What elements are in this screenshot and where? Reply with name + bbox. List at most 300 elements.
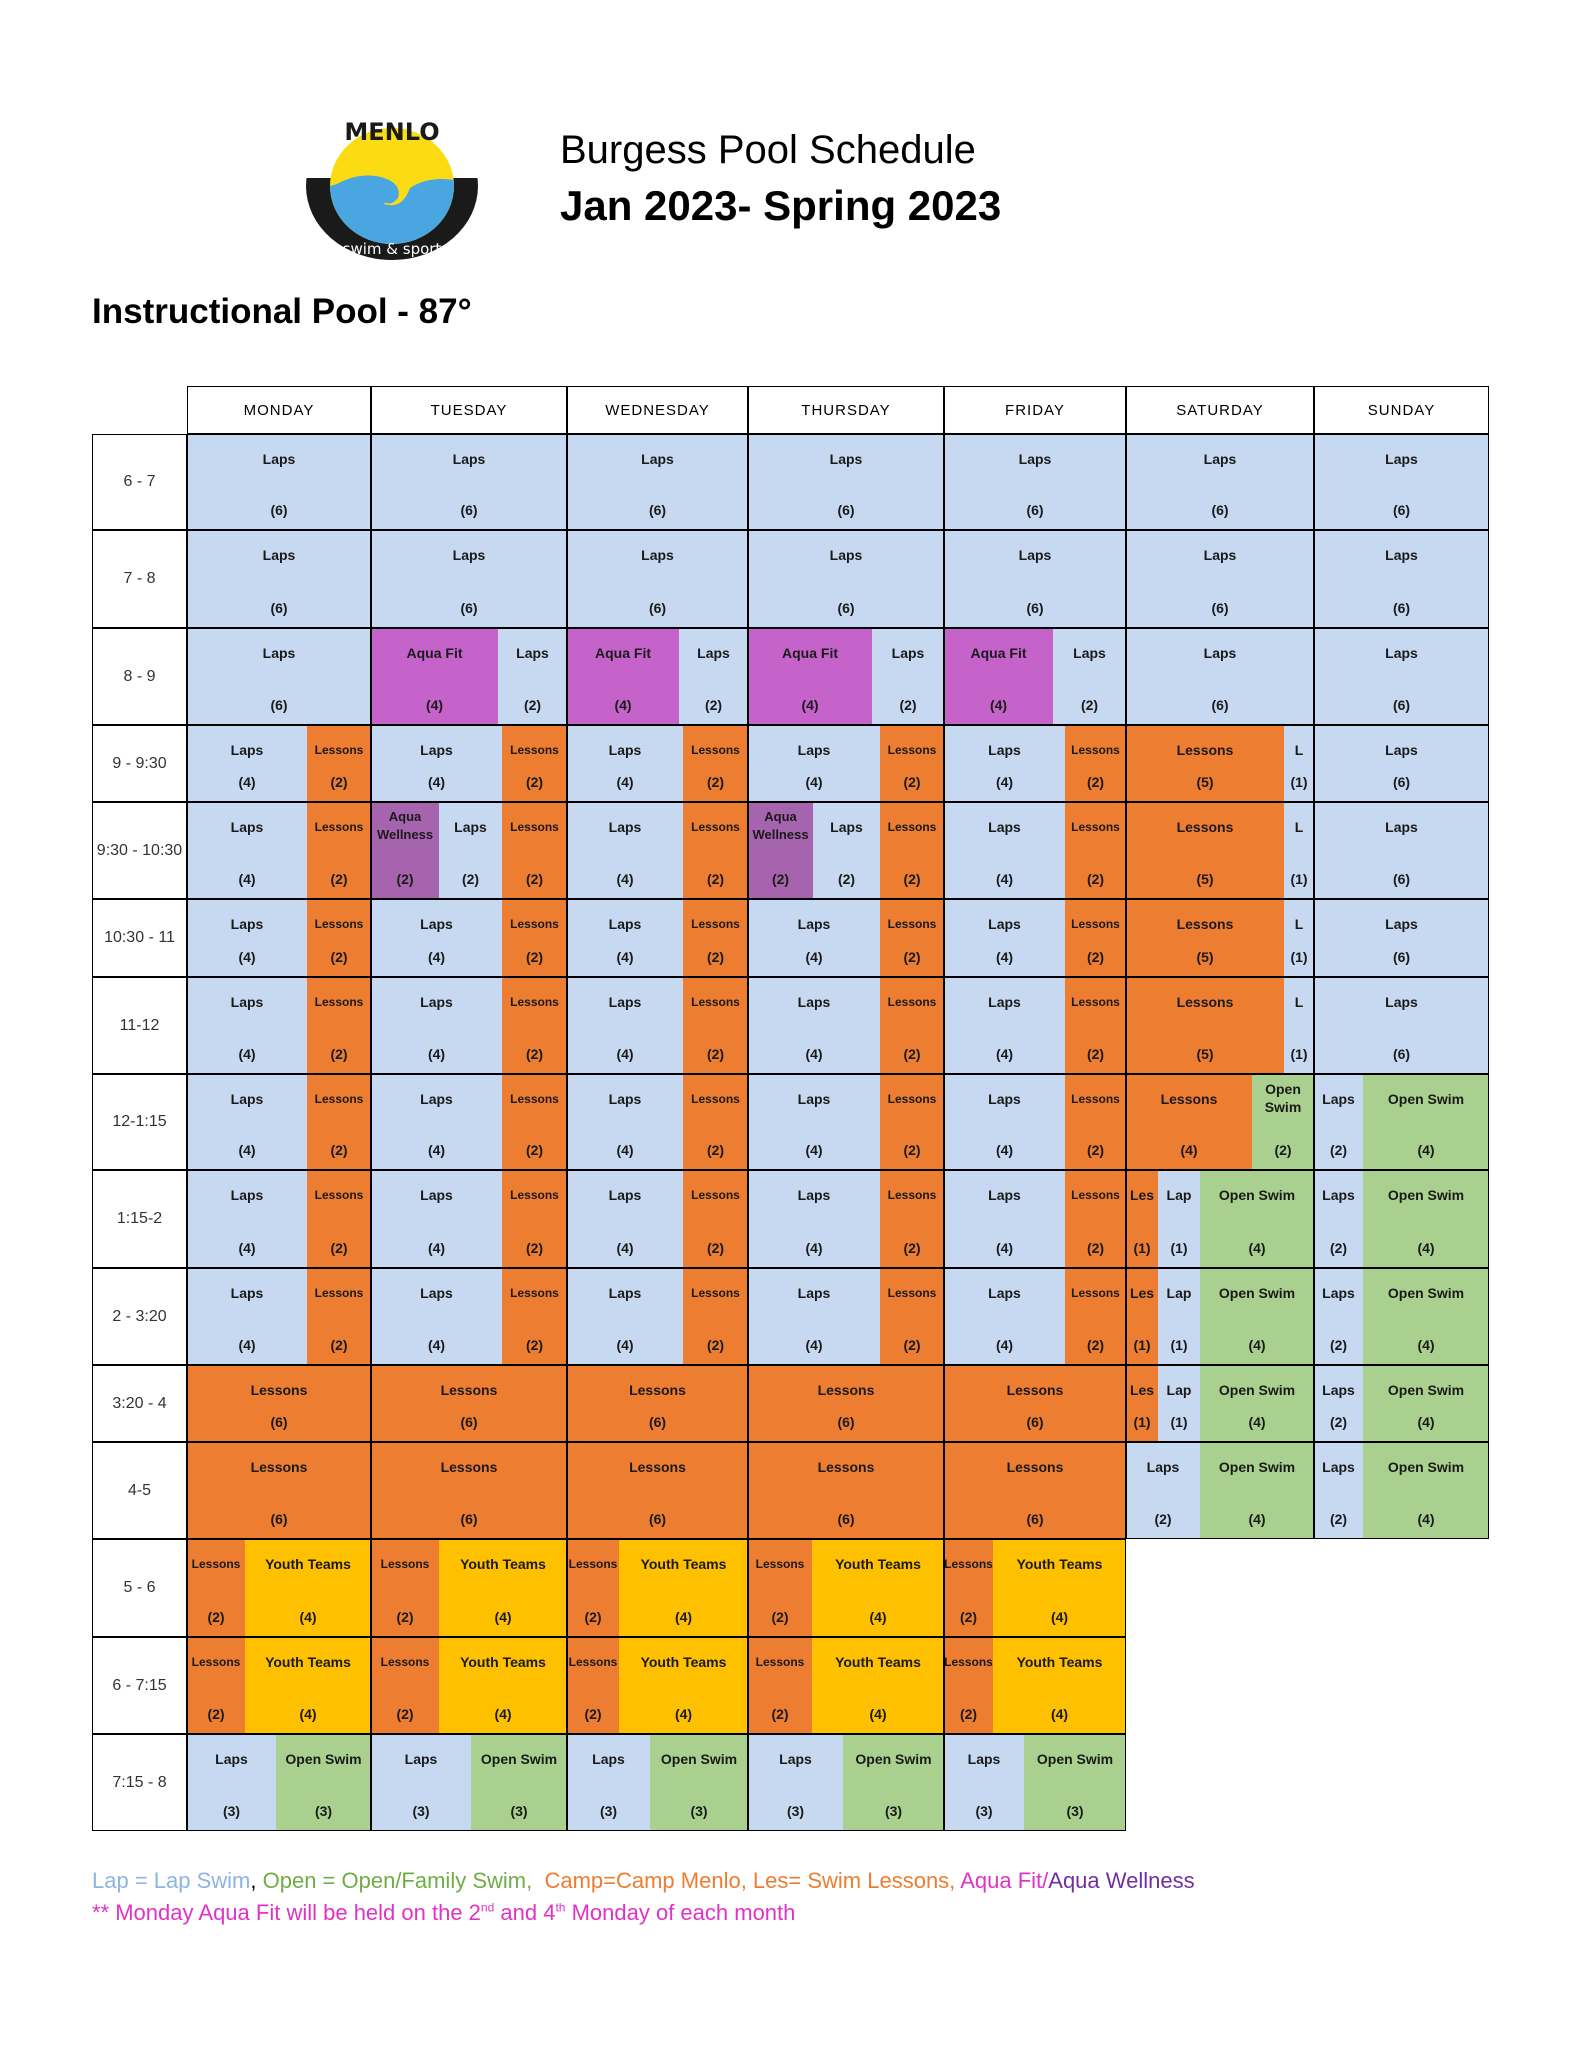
day-header-friday: FRIDAY [944, 386, 1126, 434]
activity-name: Laps [1322, 1091, 1355, 1107]
time-slot-label: 8 - 9 [92, 628, 187, 725]
activity-name: Laps [262, 451, 296, 467]
activity-name: Lessons [691, 820, 740, 834]
lane-count: (2) [903, 1142, 921, 1158]
activity-name: Laps [1385, 451, 1418, 467]
activity-name: Aqua Fit [406, 645, 463, 661]
activity-block-lessons [683, 1170, 748, 1268]
activity-name: L [1294, 916, 1304, 932]
lane-count: (4) [238, 774, 256, 790]
activity-block-laps [748, 1074, 880, 1170]
activity-block-lessons [1126, 977, 1284, 1074]
activity-block-laps [567, 434, 748, 530]
activity-name: Lessons [691, 1286, 740, 1300]
activity-name: Laps [1385, 645, 1418, 661]
activity-block-laps [1314, 977, 1489, 1074]
lane-count: (6) [460, 600, 478, 616]
activity-block-lessons [502, 1268, 567, 1365]
lane-count: (6) [1026, 1414, 1044, 1430]
lane-count: (6) [1392, 774, 1411, 790]
activity-name: Laps [230, 819, 264, 835]
activity-name: Lessons [510, 917, 559, 931]
activity-name: Youth Teams [835, 1654, 921, 1670]
activity-block-lessons [1065, 1268, 1126, 1365]
lane-count: (4) [1417, 1414, 1435, 1430]
activity-name: L [1294, 994, 1304, 1010]
activity-block-lessons [880, 1074, 944, 1170]
activity-block-laps [371, 434, 567, 530]
time-slot-label: 9 - 9:30 [92, 725, 187, 802]
activity-name: Open Swim [1387, 1382, 1465, 1398]
activity-name: Laps [1385, 547, 1418, 563]
activity-block-laps [371, 1734, 471, 1831]
activity-block-laps [1126, 628, 1314, 725]
lane-count: (2) [330, 1240, 348, 1256]
time-slot-label: 11-12 [92, 977, 187, 1074]
activity-name: Youth Teams [265, 1654, 351, 1670]
activity-block-laps [748, 725, 880, 802]
activity-block-lessons [567, 1365, 748, 1442]
lane-count: (4) [1417, 1511, 1435, 1527]
activity-block-open [1024, 1734, 1126, 1831]
activity-block-laps [498, 628, 567, 725]
activity-name: Lessons [691, 917, 740, 931]
activity-block-lessons [567, 1539, 619, 1637]
activity-name: Youth Teams [460, 1654, 546, 1670]
activity-block-lessons [371, 1637, 439, 1734]
activity-block-laps [748, 434, 944, 530]
lane-count: (4) [427, 1046, 446, 1062]
lane-count: (2) [706, 1142, 725, 1158]
activity-name: Les [1129, 1187, 1155, 1203]
lane-count: (2) [330, 949, 348, 965]
lane-count: (1) [1290, 871, 1308, 887]
lane-count: (6) [1392, 1046, 1411, 1062]
activity-name: Laps [454, 819, 487, 835]
activity-block-open [843, 1734, 944, 1831]
activity-name: Laps [230, 994, 264, 1010]
activity-block-lessons [187, 1539, 245, 1637]
activity-block-youth [993, 1637, 1126, 1734]
activity-name: Laps [797, 742, 831, 758]
activity-name: Laps [891, 645, 925, 661]
lane-count: (6) [1392, 502, 1411, 518]
activity-block-open [1363, 1170, 1489, 1268]
activity-name: Open Swim [480, 1751, 558, 1767]
activity-block-laps [1053, 628, 1126, 725]
time-slot-label: 9:30 - 10:30 [92, 802, 187, 899]
lane-count: (5) [1196, 871, 1214, 887]
lane-count: (5) [1196, 949, 1214, 965]
activity-name: Lessons [250, 1459, 308, 1475]
lane-count: (6) [1026, 600, 1044, 616]
activity-block-wellness [371, 802, 439, 899]
time-slot-label: 6 - 7 [92, 434, 187, 530]
activity-name: Laps [1322, 1459, 1355, 1475]
activity-block-laps [1314, 899, 1489, 977]
activity-block-lessons [1065, 1170, 1126, 1268]
lane-count: (4) [616, 1046, 634, 1062]
activity-name: Aqua Wellness [376, 809, 434, 842]
activity-block-lessons [880, 1170, 944, 1268]
activity-name: Lessons [1071, 743, 1120, 757]
lane-count: (2) [903, 949, 921, 965]
lane-count: (2) [1086, 871, 1105, 887]
lane-count: (3) [884, 1803, 903, 1819]
activity-block-laps [567, 725, 683, 802]
activity-name: Lessons [1071, 1188, 1120, 1202]
activity-block-laps [567, 1268, 683, 1365]
activity-name: Lessons [629, 1382, 686, 1398]
lane-count: (2) [525, 1046, 544, 1062]
activity-block-open [276, 1734, 371, 1831]
activity-name: Youth Teams [640, 1654, 727, 1670]
activity-name: Laps [262, 645, 296, 661]
activity-block-lessons [307, 1268, 371, 1365]
day-header-wednesday: WEDNESDAY [567, 386, 748, 434]
legend-open: Open = Open/Family Swim, [262, 1868, 533, 1893]
activity-block-laps [187, 1074, 307, 1170]
activity-block-lessons [1065, 1074, 1126, 1170]
note-text: Monday of each month [565, 1900, 796, 1925]
activity-name: Laps [641, 547, 674, 563]
lane-count: (2) [396, 1609, 414, 1625]
activity-block-laps [1314, 1074, 1363, 1170]
activity-name: Laps [452, 451, 486, 467]
activity-name: Open Swim [1218, 1382, 1296, 1398]
activity-block-laps [1314, 1442, 1363, 1539]
activity-block-lessons [1065, 899, 1126, 977]
lane-count: (6) [837, 1414, 855, 1430]
activity-block-laps [944, 530, 1126, 628]
lane-count: (4) [1248, 1337, 1266, 1353]
activity-block-open [650, 1734, 748, 1831]
lane-count: (4) [805, 1337, 823, 1353]
lane-count: (4) [805, 774, 823, 790]
activity-name: Laps [608, 1285, 642, 1301]
lane-count: (2) [1329, 1414, 1348, 1430]
activity-name: Lessons [250, 1382, 308, 1398]
activity-block-laps [1314, 530, 1489, 628]
lane-count: (4) [869, 1706, 887, 1722]
lane-count: (4) [614, 697, 632, 713]
activity-name: Laps [829, 451, 863, 467]
lane-count: (6) [1392, 600, 1411, 616]
activity-name: Laps [262, 547, 296, 563]
lane-count: (6) [648, 502, 667, 518]
activity-block-laps [944, 899, 1065, 977]
activity-block-lessons [502, 899, 567, 977]
lane-count: (4) [1180, 1142, 1198, 1158]
lane-count: (4) [494, 1609, 512, 1625]
activity-name: Youth Teams [265, 1556, 351, 1572]
activity-block-open [1363, 1442, 1489, 1539]
activity-block-open [1200, 1170, 1314, 1268]
activity-name: Laps [1385, 916, 1418, 932]
activity-block-laps [748, 530, 944, 628]
activity-block-laps [439, 802, 502, 899]
activity-block-lessons [371, 1442, 567, 1539]
time-slot-label: 2 - 3:20 [92, 1268, 187, 1365]
lane-count: (4) [1417, 1337, 1435, 1353]
activity-block-lessons [880, 899, 944, 977]
activity-block-open [471, 1734, 567, 1831]
time-slot-label: 12-1:15 [92, 1074, 187, 1170]
lane-count: (3) [222, 1803, 241, 1819]
activity-block-laps [944, 1268, 1065, 1365]
lane-count: (4) [805, 949, 823, 965]
lane-count: (2) [330, 1046, 348, 1062]
activity-name: Laps [420, 1285, 453, 1301]
activity-block-lessons [683, 899, 748, 977]
activity-block-laps [1314, 1365, 1363, 1442]
activity-block-laps [1158, 1365, 1200, 1442]
activity-name: Laps [230, 1285, 264, 1301]
activity-name: Lessons [887, 743, 937, 757]
activity-block-aquafit [371, 628, 498, 725]
activity-block-lessons [1126, 725, 1284, 802]
lane-count: (2) [525, 1337, 544, 1353]
lane-count: (2) [525, 774, 544, 790]
lane-count: (2) [330, 871, 348, 887]
time-slot-label: 4-5 [92, 1442, 187, 1539]
activity-block-lessons [307, 1074, 371, 1170]
lane-count: (4) [427, 949, 446, 965]
activity-block-laps [748, 977, 880, 1074]
lane-count: (2) [771, 1609, 789, 1625]
time-slot-label: 7:15 - 8 [92, 1734, 187, 1831]
lane-count: (4) [238, 1046, 256, 1062]
activity-name: Laps [779, 1751, 812, 1767]
activity-name: Youth Teams [460, 1556, 546, 1572]
activity-name: Laps [230, 1091, 264, 1107]
activity-block-laps [944, 802, 1065, 899]
lane-count: (2) [525, 871, 544, 887]
lane-count: (2) [771, 871, 790, 887]
activity-block-laps [1314, 1268, 1363, 1365]
activity-block-youth [619, 1539, 748, 1637]
lane-count: (4) [616, 1240, 634, 1256]
activity-name: Lessons [1071, 1092, 1120, 1106]
activity-name: Laps [608, 742, 642, 758]
lane-count: (5) [1196, 774, 1214, 790]
activity-block-lessons [1126, 1268, 1158, 1365]
lane-count: (2) [525, 1240, 544, 1256]
page-title: Burgess Pool Schedule [560, 128, 976, 172]
activity-block-laps [567, 1734, 650, 1831]
lane-count: (2) [903, 1046, 921, 1062]
activity-block-lessons [567, 1637, 619, 1734]
activity-block-lessons [307, 899, 371, 977]
lane-count: (6) [270, 600, 288, 616]
lane-count: (1) [1170, 1414, 1188, 1430]
lane-count: (4) [616, 1142, 634, 1158]
lane-count: (2) [706, 1046, 725, 1062]
activity-name: Lessons [380, 1557, 430, 1571]
activity-block-lessons [748, 1539, 812, 1637]
lane-count: (2) [207, 1609, 225, 1625]
lane-count: (1) [1170, 1337, 1188, 1353]
activity-name: Lessons [691, 1092, 740, 1106]
activity-block-open [1200, 1442, 1314, 1539]
lane-count: (6) [460, 1414, 478, 1430]
lane-count: (4) [616, 774, 634, 790]
activity-name: Open Swim [1387, 1459, 1465, 1475]
lane-count: (2) [396, 1706, 414, 1722]
activity-name: Youth Teams [1016, 1556, 1103, 1572]
lane-count: (6) [837, 1511, 855, 1527]
lane-count: (4) [616, 1337, 634, 1353]
activity-block-lessons [187, 1637, 245, 1734]
activity-name: Lessons [510, 995, 559, 1009]
activity-block-laps [187, 1170, 307, 1268]
activity-block-laps [679, 628, 748, 725]
activity-block-laps [371, 899, 502, 977]
activity-block-youth [439, 1539, 567, 1637]
activity-block-laps [1284, 899, 1314, 977]
lane-count: (4) [1248, 1511, 1266, 1527]
activity-block-laps [1284, 802, 1314, 899]
activity-name: Lessons [1071, 820, 1120, 834]
lane-count: (2) [1329, 1142, 1348, 1158]
activity-block-open [1200, 1365, 1314, 1442]
lane-count: (4) [427, 1142, 446, 1158]
lane-count: (2) [1086, 774, 1105, 790]
lane-count: (2) [1329, 1337, 1348, 1353]
time-slot-label: 3:20 - 4 [92, 1365, 187, 1442]
activity-block-lessons [683, 1268, 748, 1365]
activity-name: Les [1129, 1285, 1155, 1301]
activity-block-lessons [502, 802, 567, 899]
activity-block-laps [1314, 628, 1489, 725]
activity-name: Laps [641, 451, 674, 467]
pool-heading: Instructional Pool - 87° [92, 292, 472, 331]
lane-count: (1) [1170, 1240, 1188, 1256]
lane-count: (4) [427, 774, 446, 790]
lane-count: (4) [616, 949, 634, 965]
svg-text:swim & sport: swim & sport [342, 240, 442, 258]
activity-block-lessons [1065, 977, 1126, 1074]
activity-block-lessons [748, 1365, 944, 1442]
activity-block-aquafit [748, 628, 872, 725]
activity-block-lessons [1126, 1074, 1252, 1170]
activity-block-lessons [307, 802, 371, 899]
lane-count: (2) [584, 1706, 602, 1722]
lane-count: (6) [1211, 600, 1229, 616]
lane-count: (4) [425, 697, 444, 713]
lane-count: (2) [903, 871, 921, 887]
note-sup: nd [480, 1900, 495, 1915]
lane-count: (4) [801, 697, 819, 713]
lane-count: (2) [1086, 1240, 1105, 1256]
activity-name: Lessons [887, 1188, 937, 1202]
activity-name: Laps [1146, 1459, 1180, 1475]
activity-name: Laps [404, 1751, 438, 1767]
activity-name: Laps [608, 1091, 642, 1107]
activity-name: Laps [1322, 1382, 1355, 1398]
lane-count: (3) [1066, 1803, 1084, 1819]
activity-name: Les [1129, 1382, 1155, 1398]
lane-count: (2) [706, 774, 725, 790]
activity-block-laps [1314, 725, 1489, 802]
lane-count: (4) [1248, 1240, 1266, 1256]
lane-count: (2) [1086, 949, 1105, 965]
svg-text:MENLO: MENLO [344, 118, 440, 146]
activity-block-lessons [567, 1442, 748, 1539]
lane-count: (2) [959, 1609, 978, 1625]
lane-count: (2) [1154, 1511, 1172, 1527]
activity-name: Lessons [314, 1286, 364, 1300]
activity-block-laps [187, 434, 371, 530]
activity-block-laps [872, 628, 944, 725]
lane-count: (4) [616, 871, 634, 887]
activity-name: Lessons [1071, 995, 1120, 1009]
activity-name: Laps [988, 1187, 1021, 1203]
activity-block-youth [993, 1539, 1126, 1637]
activity-block-lessons [1065, 725, 1126, 802]
lane-count: (2) [523, 697, 542, 713]
lane-count: (2) [959, 1706, 978, 1722]
lane-count: (3) [314, 1803, 333, 1819]
lane-count: (2) [706, 871, 725, 887]
activity-block-lessons [187, 1365, 371, 1442]
activity-name: Laps [420, 1187, 453, 1203]
activity-name: Lessons [510, 1188, 559, 1202]
day-header-thursday: THURSDAY [748, 386, 944, 434]
legend-lap: Lap = Lap Swim [92, 1868, 251, 1893]
activity-name: Lap [1166, 1187, 1192, 1203]
activity-name: Lessons [191, 1655, 241, 1669]
activity-name: Lessons [191, 1557, 241, 1571]
activity-block-lessons [502, 1170, 567, 1268]
activity-block-lessons [944, 1365, 1126, 1442]
activity-block-open [1200, 1268, 1314, 1365]
activity-block-lessons [880, 802, 944, 899]
lane-count: (4) [995, 871, 1014, 887]
activity-name: Lessons [755, 1655, 805, 1669]
activity-name: Open Swim [1264, 1081, 1302, 1115]
activity-block-lessons [944, 1442, 1126, 1539]
activity-block-lessons [683, 977, 748, 1074]
lane-count: (2) [706, 949, 725, 965]
activity-block-youth [245, 1539, 371, 1637]
activity-name: Laps [797, 1091, 831, 1107]
activity-name: Lessons [314, 995, 364, 1009]
lane-count: (2) [330, 1337, 348, 1353]
lane-count: (4) [674, 1609, 693, 1625]
activity-block-laps [1158, 1170, 1200, 1268]
activity-block-lessons [683, 725, 748, 802]
activity-block-lessons [944, 1539, 993, 1637]
lane-count: (2) [771, 1706, 789, 1722]
activity-block-laps [1126, 434, 1314, 530]
lane-count: (4) [299, 1706, 317, 1722]
lane-count: (6) [1392, 871, 1411, 887]
lane-count: (4) [1417, 1142, 1435, 1158]
activity-name: Laps [797, 916, 831, 932]
activity-name: Laps [1073, 645, 1106, 661]
activity-name: Lessons [510, 743, 559, 757]
activity-name: Laps [230, 1187, 264, 1203]
activity-block-lessons [502, 977, 567, 1074]
activity-block-youth [619, 1637, 748, 1734]
lane-count: (1) [1133, 1414, 1151, 1430]
lane-count: (4) [1417, 1240, 1435, 1256]
activity-name: L [1294, 819, 1304, 835]
activity-name: Lessons [314, 743, 364, 757]
lane-count: (6) [270, 502, 288, 518]
activity-name: Open Swim [1218, 1285, 1296, 1301]
